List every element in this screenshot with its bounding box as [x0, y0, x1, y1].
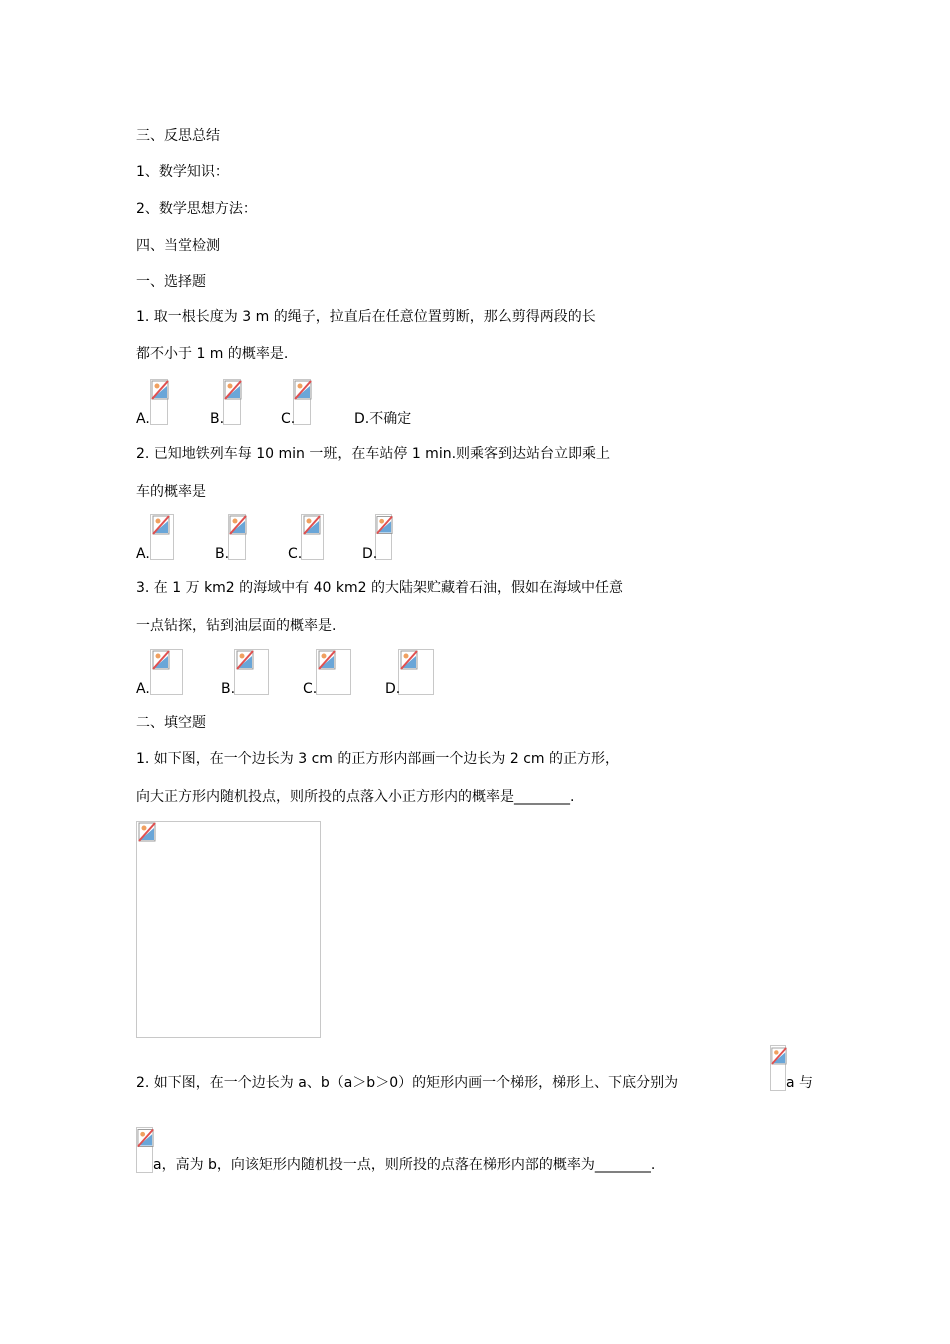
fill1-line2: 向大正方形内随机投点，则所投的点落入小正方形内的概率是________. [136, 789, 575, 805]
q2-option-a: A. [136, 546, 150, 562]
q2-option-b: B. [215, 546, 230, 562]
broken-image-icon [234, 649, 269, 695]
math-methods-label: 2、数学思想方法： [136, 201, 257, 217]
choice-section-title: 一、选择题 [136, 274, 206, 290]
section-reflect-title: 三、反思总结 [136, 128, 220, 144]
q2-line2: 车的概率是 [136, 484, 206, 500]
q1-option-b: B. [210, 411, 225, 427]
broken-image-icon [150, 514, 174, 560]
q3-option-a: A. [136, 681, 150, 697]
broken-image-icon [316, 649, 351, 695]
broken-image-icon [398, 649, 434, 695]
fill2-line1-tail: a 与 [786, 1075, 814, 1091]
q3-line2: 一点钻探，钻到油层面的概率是. [136, 618, 337, 634]
fill-section-title: 二、填空题 [136, 715, 206, 731]
broken-image-icon [150, 379, 168, 425]
fill2-line1 [136, 1073, 678, 1093]
fill1-line1: 1. 如下图，在一个边长为 3 cm 的正方形内部画一个边长为 2 cm 的正方形， [136, 751, 619, 767]
broken-image-icon [770, 1045, 786, 1091]
q2-option-d: D. [362, 546, 378, 562]
fill2-line1-text: 2. 如下图，在一个边长为 a、b（a＞b＞0）的矩形内画一个梯形，梯形上、下底分别为 [136, 1075, 679, 1091]
q2-line1: 2. 已知地铁列车每 10 min 一班，在车站停 1 min.则乘客到达站台立即乘上 [136, 446, 611, 462]
broken-image-icon [223, 379, 241, 425]
math-knowledge-label: 1、数学知识： [136, 164, 229, 180]
q3-line1: 3. 在 1 万 km2 的海域中有 40 km2 的大陆架贮藏着石油，假如在海域中任意 [136, 580, 623, 596]
q1-option-c: C. [281, 411, 296, 427]
q1-line1: 1. 取一根长度为 3 m 的绳子，拉直后在任意位置剪断，那么剪得两段的长 [136, 309, 596, 325]
q1-line2: 都不小于 1 m 的概率是. [136, 346, 289, 362]
q1-option-a: A. [136, 411, 150, 427]
fill2-line2: a，高为 b，向该矩形内随机投一点，则所投的点落在梯形内部的概率为________. [153, 1157, 656, 1173]
q1-option-d: D.不确定 [354, 411, 412, 427]
broken-image-icon [136, 821, 321, 1038]
broken-image-icon [375, 514, 392, 560]
q3-option-d: D. [385, 681, 401, 697]
q2-option-c: C. [288, 546, 303, 562]
q3-option-b: B. [221, 681, 236, 697]
section-check-title: 四、当堂检测 [136, 238, 220, 254]
broken-image-icon [228, 514, 246, 560]
broken-image-icon [293, 379, 311, 425]
broken-image-icon [136, 1127, 153, 1173]
broken-image-icon [150, 649, 183, 695]
broken-image-icon [301, 514, 324, 560]
q3-option-c: C. [303, 681, 318, 697]
